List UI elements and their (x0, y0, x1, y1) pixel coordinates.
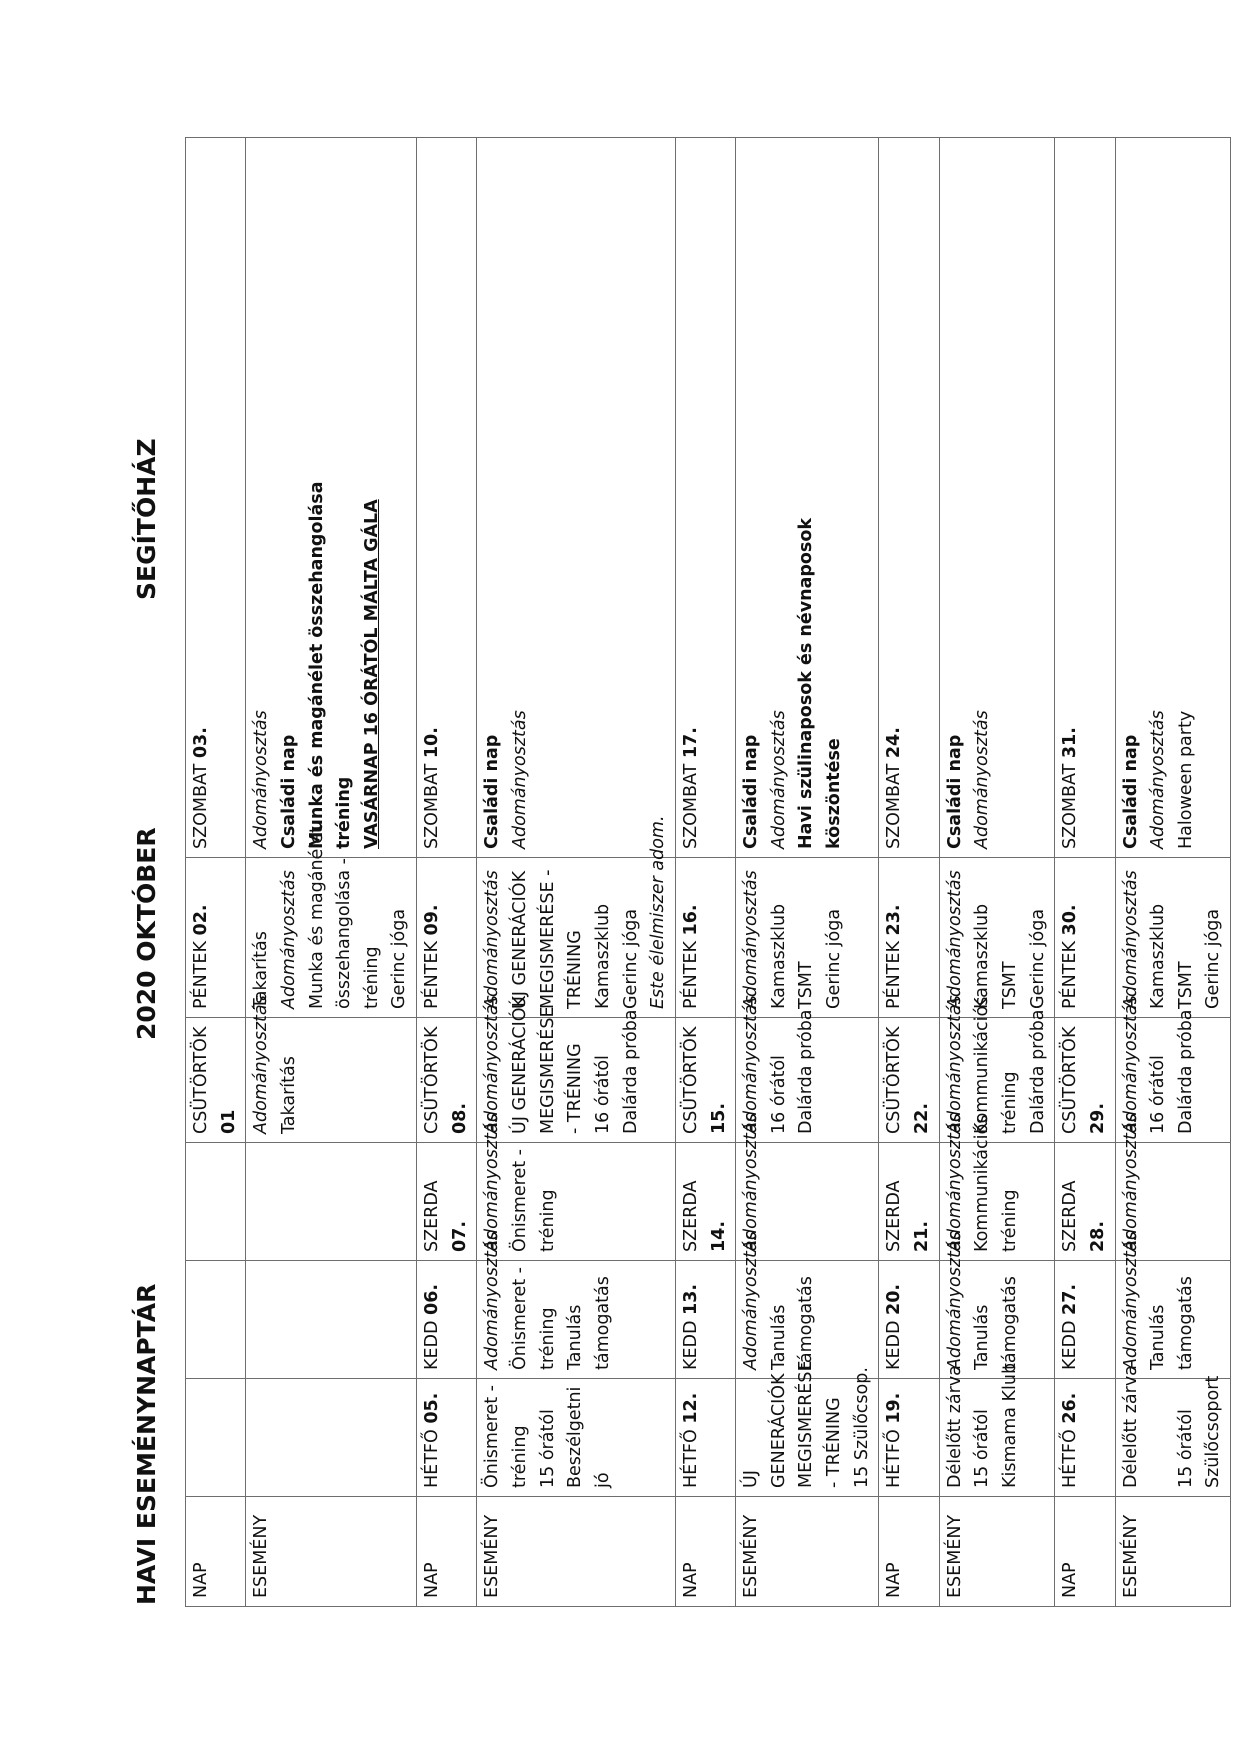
event-item: Adományosztás (944, 1113, 965, 1252)
day-header-cell (186, 1261, 246, 1379)
event-label: ESEMÉNY (246, 1497, 417, 1607)
day-events-cell (1115, 858, 1231, 1018)
event-item: Adományosztás (741, 995, 762, 1134)
event-row (1115, 138, 1231, 1607)
day-header-cell (186, 1379, 246, 1497)
day-events-cell (477, 1113, 675, 1261)
event-item (1145, 1385, 1173, 1488)
day-row (1055, 138, 1115, 1607)
day-events-cell (246, 1379, 417, 1497)
day-events-cell (939, 1231, 1055, 1379)
event-item: 15 órától (972, 1409, 993, 1488)
event-item: Dalárda próba (620, 1009, 641, 1134)
day-row (879, 138, 939, 1607)
event-item: ÚJ GENERÁCIÓK (510, 995, 531, 1134)
day-number: 13. (680, 1283, 701, 1315)
weekday-name: PÉNTEK (680, 941, 701, 1009)
event-label: ESEMÉNY (1115, 1497, 1231, 1607)
day-number: 29. (1087, 1102, 1108, 1134)
document-title: HAVI ESEMÉNYNAPTÁR (132, 1283, 161, 1605)
day-number: 15. (708, 1102, 729, 1134)
rotated-page (120, 107, 1224, 1647)
day-events-cell (939, 995, 1055, 1143)
day-events-cell (1115, 138, 1231, 858)
event-item: Adományosztás (1120, 1113, 1141, 1252)
event-item: MEGISMERÉSE - (537, 869, 558, 1009)
day-events-cell (246, 1261, 417, 1379)
day-events-cell (736, 1113, 879, 1261)
event-item: GENERÁCIÓK (768, 1373, 789, 1488)
event-item: Dalárda próba (796, 1009, 817, 1134)
weekday-name: SZOMBAT (191, 763, 211, 849)
event-item: Adományosztás (1120, 870, 1141, 1009)
day-events-cell (477, 1231, 675, 1379)
day-events-cell (477, 1379, 675, 1497)
event-item: Kamaszklub (1148, 903, 1169, 1009)
day-label: NAP (675, 1497, 735, 1607)
day-number: 21. (912, 1220, 933, 1252)
day-events-cell (736, 995, 879, 1143)
weekday-name: SZOMBAT (1060, 763, 1081, 849)
day-header-cell (186, 138, 246, 858)
weekday-name: CSÜTÖRTÖK (191, 1026, 211, 1134)
event-item: Gerinc jóga (824, 908, 845, 1009)
day-number: 31. (1060, 727, 1081, 759)
weekday-name: HÉTFŐ (884, 1429, 905, 1488)
organization-title: SEGÍTŐHÁZ (132, 438, 161, 600)
day-header-cell (675, 1261, 735, 1379)
event-item: támogatás (592, 1276, 613, 1370)
day-header-cell (675, 858, 735, 1018)
day-row (186, 138, 246, 1607)
event-item: tréning (537, 1189, 558, 1252)
event-item: Adományosztás (944, 870, 965, 1009)
weekday-name: SZERDA (680, 1180, 701, 1252)
event-item: VASÁRNAP 16 ÓRÁTÓL MÁLTA GÁLA (361, 499, 382, 849)
event-item: tréning (999, 1189, 1020, 1252)
month-title: 2020 OKTÓBER (132, 827, 161, 1040)
event-item: Kamaszklub (972, 903, 993, 1009)
day-events-cell (1115, 995, 1231, 1143)
day-header-cell (1055, 1143, 1115, 1261)
day-number: 27. (1060, 1283, 1081, 1315)
day-label: NAP (186, 1497, 246, 1607)
event-item: Takarítás (278, 1056, 299, 1134)
event-item: 15 órától (1175, 1409, 1196, 1488)
event-item: Beszélgetni (565, 1386, 586, 1488)
day-header-cell (879, 138, 939, 858)
event-item: Havi szülinaposok és névnaposok (796, 517, 817, 849)
day-header-cell (186, 1018, 246, 1143)
weekday-name: SZERDA (422, 1180, 443, 1252)
day-number: 07. (449, 1220, 470, 1252)
day-number: 06. (422, 1283, 443, 1315)
event-item: tréning (999, 1071, 1020, 1134)
day-header-cell (1055, 1379, 1115, 1497)
event-item: Gerinc jóga (389, 908, 410, 1009)
day-header-cell (879, 1018, 939, 1143)
event-item: Szülőcsoport (1203, 1375, 1224, 1488)
day-events-cell (939, 858, 1055, 1018)
event-item: tréning (361, 946, 382, 1009)
event-item: Családi nap (741, 734, 762, 849)
weekday-name: HÉTFŐ (680, 1429, 701, 1488)
event-item: ÚJ (741, 1470, 762, 1488)
event-item: Adományosztás (482, 995, 503, 1134)
event-item: Családi nap (944, 734, 965, 849)
event-item: MEGISMERÉSE (796, 1360, 817, 1488)
event-item: támogatás (999, 1276, 1020, 1370)
event-item: Családi nap (278, 734, 299, 849)
day-number: 09. (422, 904, 443, 936)
event-item: támogatás (796, 1276, 817, 1370)
weekday-name: SZERDA (884, 1180, 905, 1252)
event-item: Munka és magánélet (306, 826, 327, 1009)
day-number: 17. (680, 727, 701, 759)
day-header-cell (879, 858, 939, 1018)
weekday-name: PÉNTEK (884, 941, 905, 1009)
event-item: Délelőtt zárva (1120, 1365, 1141, 1488)
weekday-name: PÉNTEK (191, 941, 211, 1009)
day-row (675, 138, 735, 1607)
day-number: 26. (1060, 1392, 1081, 1424)
event-item: Adományosztás (1120, 995, 1141, 1134)
day-events-cell (736, 858, 879, 1018)
event-item: Gerinc jóga (1027, 908, 1048, 1009)
weekday-name: SZOMBAT (680, 763, 701, 849)
event-item: Adományosztás (1120, 1231, 1141, 1370)
day-header-cell (186, 1143, 246, 1261)
weekday-name: KEDD (1060, 1320, 1081, 1370)
event-item: köszöntése (824, 738, 845, 849)
day-number: 10. (422, 727, 443, 759)
day-label: NAP (1055, 1497, 1115, 1607)
event-item: Adományosztás (944, 1231, 965, 1370)
day-number: 03. (191, 727, 211, 759)
event-item: jó (592, 1472, 613, 1488)
event-label: ESEMÉNY (939, 1497, 1055, 1607)
day-events-cell (246, 138, 417, 858)
document-header (132, 115, 172, 1615)
event-item: Önismeret - (482, 1385, 503, 1488)
event-item: Munka és magánélet összehangolása (306, 481, 327, 849)
event-row (477, 138, 675, 1607)
event-item: MEGISMERÉSE (537, 1006, 558, 1134)
day-events-cell (939, 1113, 1055, 1261)
event-item: Kommunikációs (972, 996, 993, 1134)
event-item: Tanulás (768, 1304, 789, 1370)
day-header-cell (1055, 1261, 1115, 1379)
day-events-cell (246, 826, 417, 1018)
event-item: Tanulás (972, 1304, 993, 1370)
day-number: 16. (680, 904, 701, 936)
day-events-cell (736, 138, 879, 858)
weekday-name: CSÜTÖRTÖK (884, 1026, 905, 1134)
day-number: 08. (449, 1102, 470, 1134)
day-events-cell (477, 138, 675, 858)
day-number: 14. (708, 1220, 729, 1252)
day-header-cell (1055, 858, 1115, 1018)
weekday-name: PÉNTEK (422, 941, 443, 1009)
day-row (417, 138, 477, 1607)
event-item: - TRÉNING (824, 1397, 845, 1488)
day-events-cell (736, 1231, 879, 1379)
event-item: Kamaszklub (768, 903, 789, 1009)
event-item: Adományosztás (482, 870, 503, 1009)
day-header-cell (417, 138, 477, 858)
day-header-cell (417, 1018, 477, 1143)
event-item: Gerinc jóga (1203, 908, 1224, 1009)
event-calendar-table (185, 137, 1231, 1607)
event-item: TSMT (796, 961, 817, 1009)
event-item: tréning (537, 1307, 558, 1370)
event-item: tréning (334, 776, 355, 849)
event-item: Adományosztás (741, 1231, 762, 1370)
weekday-name: HÉTFŐ (1060, 1429, 1081, 1488)
event-item: TSMT (1175, 961, 1196, 1009)
event-item: Adományosztás (278, 870, 299, 1009)
day-number: 20. (884, 1283, 905, 1315)
weekday-name: KEDD (884, 1320, 905, 1370)
event-item: Kamaszklub (592, 903, 613, 1009)
weekday-name: HÉTFŐ (422, 1429, 443, 1488)
day-events-cell (1115, 1113, 1231, 1261)
event-item: Családi nap (1120, 734, 1141, 849)
event-item: Adományosztás (510, 710, 531, 849)
event-item: ÚJ GENERÁCIÓK (510, 870, 531, 1009)
day-label: NAP (879, 1497, 939, 1607)
event-item: Gerinc jóga (620, 908, 641, 1009)
event-item: TSMT (999, 961, 1020, 1009)
event-item: Tanulás (565, 1304, 586, 1370)
event-item: TRÉNING (565, 930, 586, 1009)
weekday-name: CSÜTÖRTÖK (680, 1026, 701, 1134)
event-item: Takarítás (251, 931, 272, 1009)
event-item: - TRÉNING (565, 1043, 586, 1134)
event-item: Adományosztás (251, 710, 272, 849)
weekday-name: CSÜTÖRTÖK (422, 1026, 443, 1134)
day-events-cell (477, 995, 675, 1143)
event-row (939, 138, 1055, 1607)
event-item: Önismeret - (510, 1149, 531, 1252)
day-events-cell (736, 1360, 879, 1497)
event-item: Kommunikációs (972, 1114, 993, 1252)
event-item: 16 órától (592, 1055, 613, 1134)
event-item: 15 órától (537, 1409, 558, 1488)
day-events-cell (939, 1362, 1055, 1497)
event-item: Adományosztás (768, 710, 789, 849)
event-item: Adományosztás (972, 710, 993, 849)
day-header-cell (879, 1143, 939, 1261)
day-header-cell (675, 1379, 735, 1497)
event-item: Adományosztás (482, 1231, 503, 1370)
event-item: Családi nap (482, 734, 503, 849)
event-item: Adományosztás (741, 870, 762, 1009)
event-item: 15 Szülőcsop. (851, 1367, 872, 1488)
event-item: Adományosztás (944, 995, 965, 1134)
day-header-cell (1055, 138, 1115, 858)
event-row (736, 138, 879, 1607)
event-item: Adományosztás (251, 995, 272, 1134)
day-header-cell (879, 1261, 939, 1379)
day-header-cell (1055, 1018, 1115, 1143)
day-header-cell (417, 858, 477, 1018)
event-item: Önismeret - (510, 1267, 531, 1370)
day-header-cell (417, 1143, 477, 1261)
day-label: NAP (417, 1497, 477, 1607)
event-item: Kismama Klub (999, 1362, 1020, 1488)
day-number: 30. (1060, 904, 1081, 936)
day-number: 02. (191, 904, 211, 936)
weekday-name: SZOMBAT (884, 763, 905, 849)
event-label: ESEMÉNY (477, 1497, 675, 1607)
day-header-cell (675, 138, 735, 858)
event-item: Haloween party (1175, 710, 1196, 849)
day-number: 12. (680, 1392, 701, 1424)
event-item: Adományosztás (741, 1113, 762, 1252)
event-item: Dalárda próba (1175, 1009, 1196, 1134)
day-header-cell (675, 1143, 735, 1261)
event-item: összehangolása - (334, 858, 355, 1009)
day-number: 23. (884, 904, 905, 936)
event-item: Délelőtt zárva (944, 1365, 965, 1488)
day-events-cell (1115, 1365, 1231, 1497)
day-number: 19. (884, 1392, 905, 1424)
day-number: 22. (912, 1102, 933, 1134)
day-events-cell (939, 138, 1055, 858)
day-events-cell (477, 815, 675, 1018)
day-number: 01 (218, 1109, 239, 1134)
weekday-name: SZERDA (1060, 1180, 1081, 1252)
event-item: Adományosztás (482, 1113, 503, 1252)
event-label: ESEMÉNY (736, 1497, 879, 1607)
day-events-cell (1115, 1231, 1231, 1379)
event-row (246, 138, 417, 1607)
event-item: Dalárda próba (1027, 1009, 1048, 1134)
weekday-name: KEDD (680, 1320, 701, 1370)
event-item: 16 órától (1148, 1055, 1169, 1134)
event-item: Este élelmiszer adom. (648, 815, 669, 1009)
day-number: 28. (1087, 1220, 1108, 1252)
weekday-name: SZOMBAT (422, 763, 443, 849)
day-header-cell (417, 1379, 477, 1497)
event-item: tréning (510, 1425, 531, 1488)
weekday-name: KEDD (422, 1320, 443, 1370)
day-number: 05. (422, 1392, 443, 1424)
day-header-cell (879, 1379, 939, 1497)
day-events-cell (246, 995, 417, 1143)
day-header-cell (675, 1018, 735, 1143)
weekday-name: PÉNTEK (1060, 941, 1081, 1009)
weekday-name: CSÜTÖRTÖK (1060, 1026, 1081, 1134)
day-header-cell (186, 858, 246, 1018)
day-events-cell (246, 1143, 417, 1261)
event-item: Adományosztás (1148, 710, 1169, 849)
event-item: 16 órától (768, 1055, 789, 1134)
day-header-cell (417, 1261, 477, 1379)
event-item: támogatás (1175, 1276, 1196, 1370)
day-number: 24. (884, 727, 905, 759)
event-item: Tanulás (1148, 1304, 1169, 1370)
